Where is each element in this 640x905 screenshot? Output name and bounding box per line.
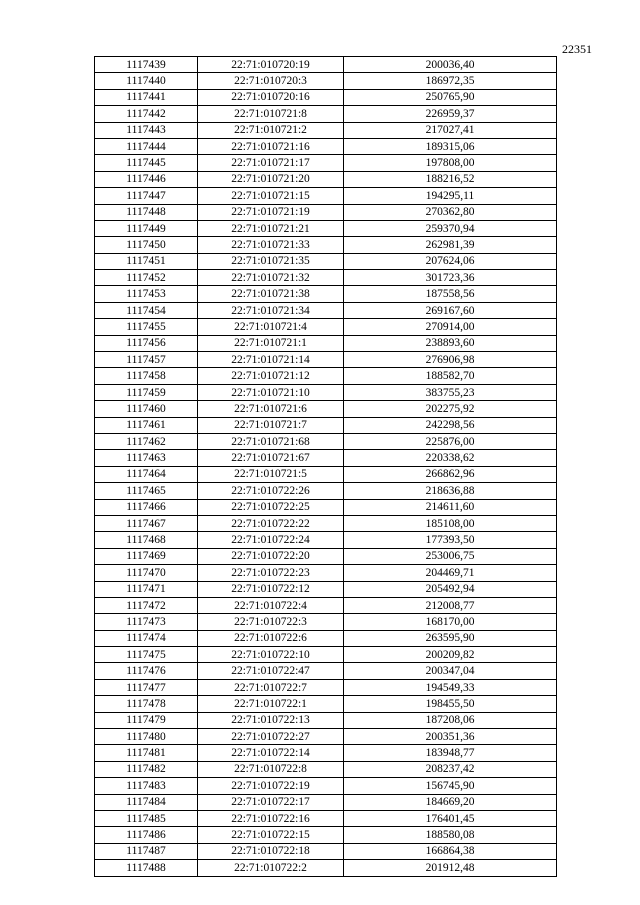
table-row (95, 548, 557, 564)
record-number-cell: 1117488 (95, 860, 198, 876)
cadastral-number-cell: 22:71:010722:8 (198, 761, 344, 777)
record-number-cell: 1117472 (95, 597, 198, 613)
record-number-cell: 1117458 (95, 368, 198, 384)
record-number-cell: 1117478 (95, 696, 198, 712)
cadastral-number-cell: 22:71:010721:16 (198, 138, 344, 154)
table-row (95, 843, 557, 859)
record-number-cell: 1117439 (95, 57, 198, 73)
cadastral-number-cell: 22:71:010721:7 (198, 417, 344, 433)
cadastral-number-cell: 22:71:010720:16 (198, 89, 344, 105)
cadastral-number-cell: 22:71:010721:32 (198, 270, 344, 286)
record-number-cell: 1117471 (95, 581, 198, 597)
cadastral-value-cell: 270362,80 (344, 204, 557, 220)
cadastral-value-cell: 205492,94 (344, 581, 557, 597)
record-number-cell: 1117486 (95, 827, 198, 843)
cadastral-value-cell: 200347,04 (344, 663, 557, 679)
record-number-cell: 1117480 (95, 729, 198, 745)
record-number-cell: 1117467 (95, 515, 198, 531)
record-number-cell: 1117485 (95, 810, 198, 826)
table-row (95, 138, 557, 154)
table-row (95, 286, 557, 302)
cadastral-number-cell: 22:71:010721:35 (198, 253, 344, 269)
cadastral-value-cell: 276906,98 (344, 352, 557, 368)
cadastral-value-cell: 186972,35 (344, 73, 557, 89)
table-row (95, 106, 557, 122)
table-row (95, 466, 557, 482)
cadastral-number-cell: 22:71:010722:13 (198, 712, 344, 728)
cadastral-number-cell: 22:71:010722:24 (198, 532, 344, 548)
cadastral-value-cell: 168170,00 (344, 614, 557, 630)
cadastral-value-cell: 217027,41 (344, 122, 557, 138)
cadastral-value-cell: 214611,60 (344, 499, 557, 515)
record-number-cell: 1117461 (95, 417, 198, 433)
cadastral-number-cell: 22:71:010722:20 (198, 548, 344, 564)
cadastral-number-cell: 22:71:010721:67 (198, 450, 344, 466)
cadastral-value-cell: 207624,06 (344, 253, 557, 269)
cadastral-value-cell: 262981,39 (344, 237, 557, 253)
table-row (95, 827, 557, 843)
table-row (95, 630, 557, 646)
cadastral-value-cell: 187208,06 (344, 712, 557, 728)
table-row (95, 401, 557, 417)
record-number-cell: 1117466 (95, 499, 198, 515)
record-number-cell: 1117448 (95, 204, 198, 220)
cadastral-number-cell: 22:71:010721:17 (198, 155, 344, 171)
table-row (95, 450, 557, 466)
record-number-cell: 1117442 (95, 106, 198, 122)
table-row (95, 384, 557, 400)
cadastral-number-cell: 22:71:010721:33 (198, 237, 344, 253)
record-number-cell: 1117484 (95, 794, 198, 810)
cadastral-value-cell: 188582,70 (344, 368, 557, 384)
cadastral-value-cell: 383755,23 (344, 384, 557, 400)
table-row (95, 204, 557, 220)
record-number-cell: 1117476 (95, 663, 198, 679)
table-row (95, 647, 557, 663)
table-row (95, 237, 557, 253)
cadastral-number-cell: 22:71:010722:1 (198, 696, 344, 712)
record-number-cell: 1117481 (95, 745, 198, 761)
cadastral-value-cell: 226959,37 (344, 106, 557, 122)
cadastral-number-cell: 22:71:010721:6 (198, 401, 344, 417)
table-row (95, 89, 557, 105)
cadastral-value-cell: 188580,08 (344, 827, 557, 843)
cadastral-value-cell: 250765,90 (344, 89, 557, 105)
record-number-cell: 1117456 (95, 335, 198, 351)
record-number-cell: 1117474 (95, 630, 198, 646)
cadastral-number-cell: 22:71:010722:18 (198, 843, 344, 859)
record-number-cell: 1117470 (95, 565, 198, 581)
table-row (95, 565, 557, 581)
table-row (95, 679, 557, 695)
table-row (95, 335, 557, 351)
table-row (95, 729, 557, 745)
table-row (95, 597, 557, 613)
table-row (95, 368, 557, 384)
cadastral-value-cell: 266862,96 (344, 466, 557, 482)
cadastral-value-cell: 208237,42 (344, 761, 557, 777)
record-number-cell: 1117453 (95, 286, 198, 302)
table-row (95, 712, 557, 728)
record-number-cell: 1117451 (95, 253, 198, 269)
record-number-cell: 1117440 (95, 73, 198, 89)
cadastral-value-cell: 238893,60 (344, 335, 557, 351)
cadastral-value-cell: 301723,36 (344, 270, 557, 286)
cadastral-value-cell: 225876,00 (344, 433, 557, 449)
cadastral-value-cell: 270914,00 (344, 319, 557, 335)
table-row (95, 57, 557, 73)
cadastral-number-cell: 22:71:010721:4 (198, 319, 344, 335)
record-number-cell: 1117482 (95, 761, 198, 777)
cadastral-number-cell: 22:71:010721:20 (198, 171, 344, 187)
cadastral-value-cell: 183948,77 (344, 745, 557, 761)
cadastral-value-table (94, 56, 557, 877)
record-number-cell: 1117449 (95, 220, 198, 236)
table-body (95, 57, 557, 877)
record-number-cell: 1117479 (95, 712, 198, 728)
record-number-cell: 1117459 (95, 384, 198, 400)
record-number-cell: 1117469 (95, 548, 198, 564)
table-row (95, 122, 557, 138)
cadastral-value-cell: 184669,20 (344, 794, 557, 810)
table-row (95, 614, 557, 630)
record-number-cell: 1117464 (95, 466, 198, 482)
cadastral-value-cell: 176401,45 (344, 810, 557, 826)
table-row (95, 433, 557, 449)
record-number-cell: 1117444 (95, 138, 198, 154)
cadastral-value-cell: 197808,00 (344, 155, 557, 171)
cadastral-value-cell: 194295,11 (344, 188, 557, 204)
table-row (95, 302, 557, 318)
cadastral-number-cell: 22:71:010722:7 (198, 679, 344, 695)
cadastral-value-cell: 200209,82 (344, 647, 557, 663)
record-number-cell: 1117460 (95, 401, 198, 417)
record-number-cell: 1117475 (95, 647, 198, 663)
record-number-cell: 1117465 (95, 483, 198, 499)
cadastral-number-cell: 22:71:010722:23 (198, 565, 344, 581)
table-row (95, 270, 557, 286)
table-row (95, 319, 557, 335)
table-row (95, 220, 557, 236)
cadastral-value-cell: 200036,40 (344, 57, 557, 73)
cadastral-value-cell: 194549,33 (344, 679, 557, 695)
table-row (95, 253, 557, 269)
cadastral-value-cell: 200351,36 (344, 729, 557, 745)
cadastral-number-cell: 22:71:010722:27 (198, 729, 344, 745)
cadastral-value-cell: 185108,00 (344, 515, 557, 531)
record-number-cell: 1117468 (95, 532, 198, 548)
table-row (95, 417, 557, 433)
cadastral-value-cell: 198455,50 (344, 696, 557, 712)
record-number-cell: 1117483 (95, 778, 198, 794)
cadastral-value-cell: 242298,56 (344, 417, 557, 433)
cadastral-value-cell: 253006,75 (344, 548, 557, 564)
cadastral-number-cell: 22:71:010721:19 (198, 204, 344, 220)
cadastral-number-cell: 22:71:010722:6 (198, 630, 344, 646)
record-number-cell: 1117447 (95, 188, 198, 204)
cadastral-number-cell: 22:71:010721:15 (198, 188, 344, 204)
cadastral-number-cell: 22:71:010722:26 (198, 483, 344, 499)
cadastral-value-cell: 269167,60 (344, 302, 557, 318)
cadastral-number-cell: 22:71:010721:34 (198, 302, 344, 318)
cadastral-value-cell: 259370,94 (344, 220, 557, 236)
cadastral-value-cell: 187558,56 (344, 286, 557, 302)
table-row (95, 73, 557, 89)
cadastral-number-cell: 22:71:010720:19 (198, 57, 344, 73)
cadastral-value-cell: 189315,06 (344, 138, 557, 154)
cadastral-value-cell: 188216,52 (344, 171, 557, 187)
cadastral-number-cell: 22:71:010722:12 (198, 581, 344, 597)
record-number-cell: 1117463 (95, 450, 198, 466)
table-row (95, 155, 557, 171)
record-number-cell: 1117454 (95, 302, 198, 318)
cadastral-value-cell: 202275,92 (344, 401, 557, 417)
table-row (95, 499, 557, 515)
record-number-cell: 1117462 (95, 433, 198, 449)
cadastral-number-cell: 22:71:010721:21 (198, 220, 344, 236)
record-number-cell: 1117477 (95, 679, 198, 695)
table-row (95, 188, 557, 204)
record-number-cell: 1117441 (95, 89, 198, 105)
cadastral-number-cell: 22:71:010721:8 (198, 106, 344, 122)
table-row (95, 352, 557, 368)
cadastral-number-cell: 22:71:010721:14 (198, 352, 344, 368)
table-row (95, 532, 557, 548)
cadastral-number-cell: 22:71:010722:4 (198, 597, 344, 613)
cadastral-number-cell: 22:71:010721:68 (198, 433, 344, 449)
table-row (95, 794, 557, 810)
cadastral-number-cell: 22:71:010722:2 (198, 860, 344, 876)
cadastral-number-cell: 22:71:010722:47 (198, 663, 344, 679)
table-row (95, 761, 557, 777)
table-row (95, 483, 557, 499)
cadastral-number-cell: 22:71:010722:15 (198, 827, 344, 843)
cadastral-number-cell: 22:71:010722:16 (198, 810, 344, 826)
cadastral-value-cell: 218636,88 (344, 483, 557, 499)
cadastral-value-cell: 220338,62 (344, 450, 557, 466)
table-row (95, 663, 557, 679)
cadastral-value-cell: 263595,90 (344, 630, 557, 646)
cadastral-number-cell: 22:71:010722:22 (198, 515, 344, 531)
cadastral-value-cell: 177393,50 (344, 532, 557, 548)
cadastral-number-cell: 22:71:010721:5 (198, 466, 344, 482)
table-row (95, 581, 557, 597)
cadastral-number-cell: 22:71:010722:19 (198, 778, 344, 794)
cadastral-number-cell: 22:71:010722:14 (198, 745, 344, 761)
cadastral-number-cell: 22:71:010722:25 (198, 499, 344, 515)
cadastral-value-cell: 166864,38 (344, 843, 557, 859)
cadastral-number-cell: 22:71:010721:2 (198, 122, 344, 138)
cadastral-number-cell: 22:71:010721:1 (198, 335, 344, 351)
cadastral-number-cell: 22:71:010721:12 (198, 368, 344, 384)
table-row (95, 515, 557, 531)
cadastral-number-cell: 22:71:010720:3 (198, 73, 344, 89)
table-row (95, 171, 557, 187)
cadastral-value-cell: 156745,90 (344, 778, 557, 794)
cadastral-value-cell: 204469,71 (344, 565, 557, 581)
cadastral-number-cell: 22:71:010721:10 (198, 384, 344, 400)
cadastral-number-cell: 22:71:010722:10 (198, 647, 344, 663)
record-number-cell: 1117450 (95, 237, 198, 253)
page-number: 22351 (562, 42, 592, 56)
table-row (95, 745, 557, 761)
cadastral-value-cell: 212008,77 (344, 597, 557, 613)
record-number-cell: 1117473 (95, 614, 198, 630)
table-row (95, 696, 557, 712)
cadastral-number-cell: 22:71:010721:38 (198, 286, 344, 302)
cadastral-number-cell: 22:71:010722:3 (198, 614, 344, 630)
record-number-cell: 1117443 (95, 122, 198, 138)
record-number-cell: 1117445 (95, 155, 198, 171)
table-row (95, 860, 557, 876)
table-row (95, 810, 557, 826)
record-number-cell: 1117457 (95, 352, 198, 368)
record-number-cell: 1117452 (95, 270, 198, 286)
table-row (95, 778, 557, 794)
cadastral-number-cell: 22:71:010722:17 (198, 794, 344, 810)
record-number-cell: 1117446 (95, 171, 198, 187)
record-number-cell: 1117455 (95, 319, 198, 335)
record-number-cell: 1117487 (95, 843, 198, 859)
cadastral-value-cell: 201912,48 (344, 860, 557, 876)
